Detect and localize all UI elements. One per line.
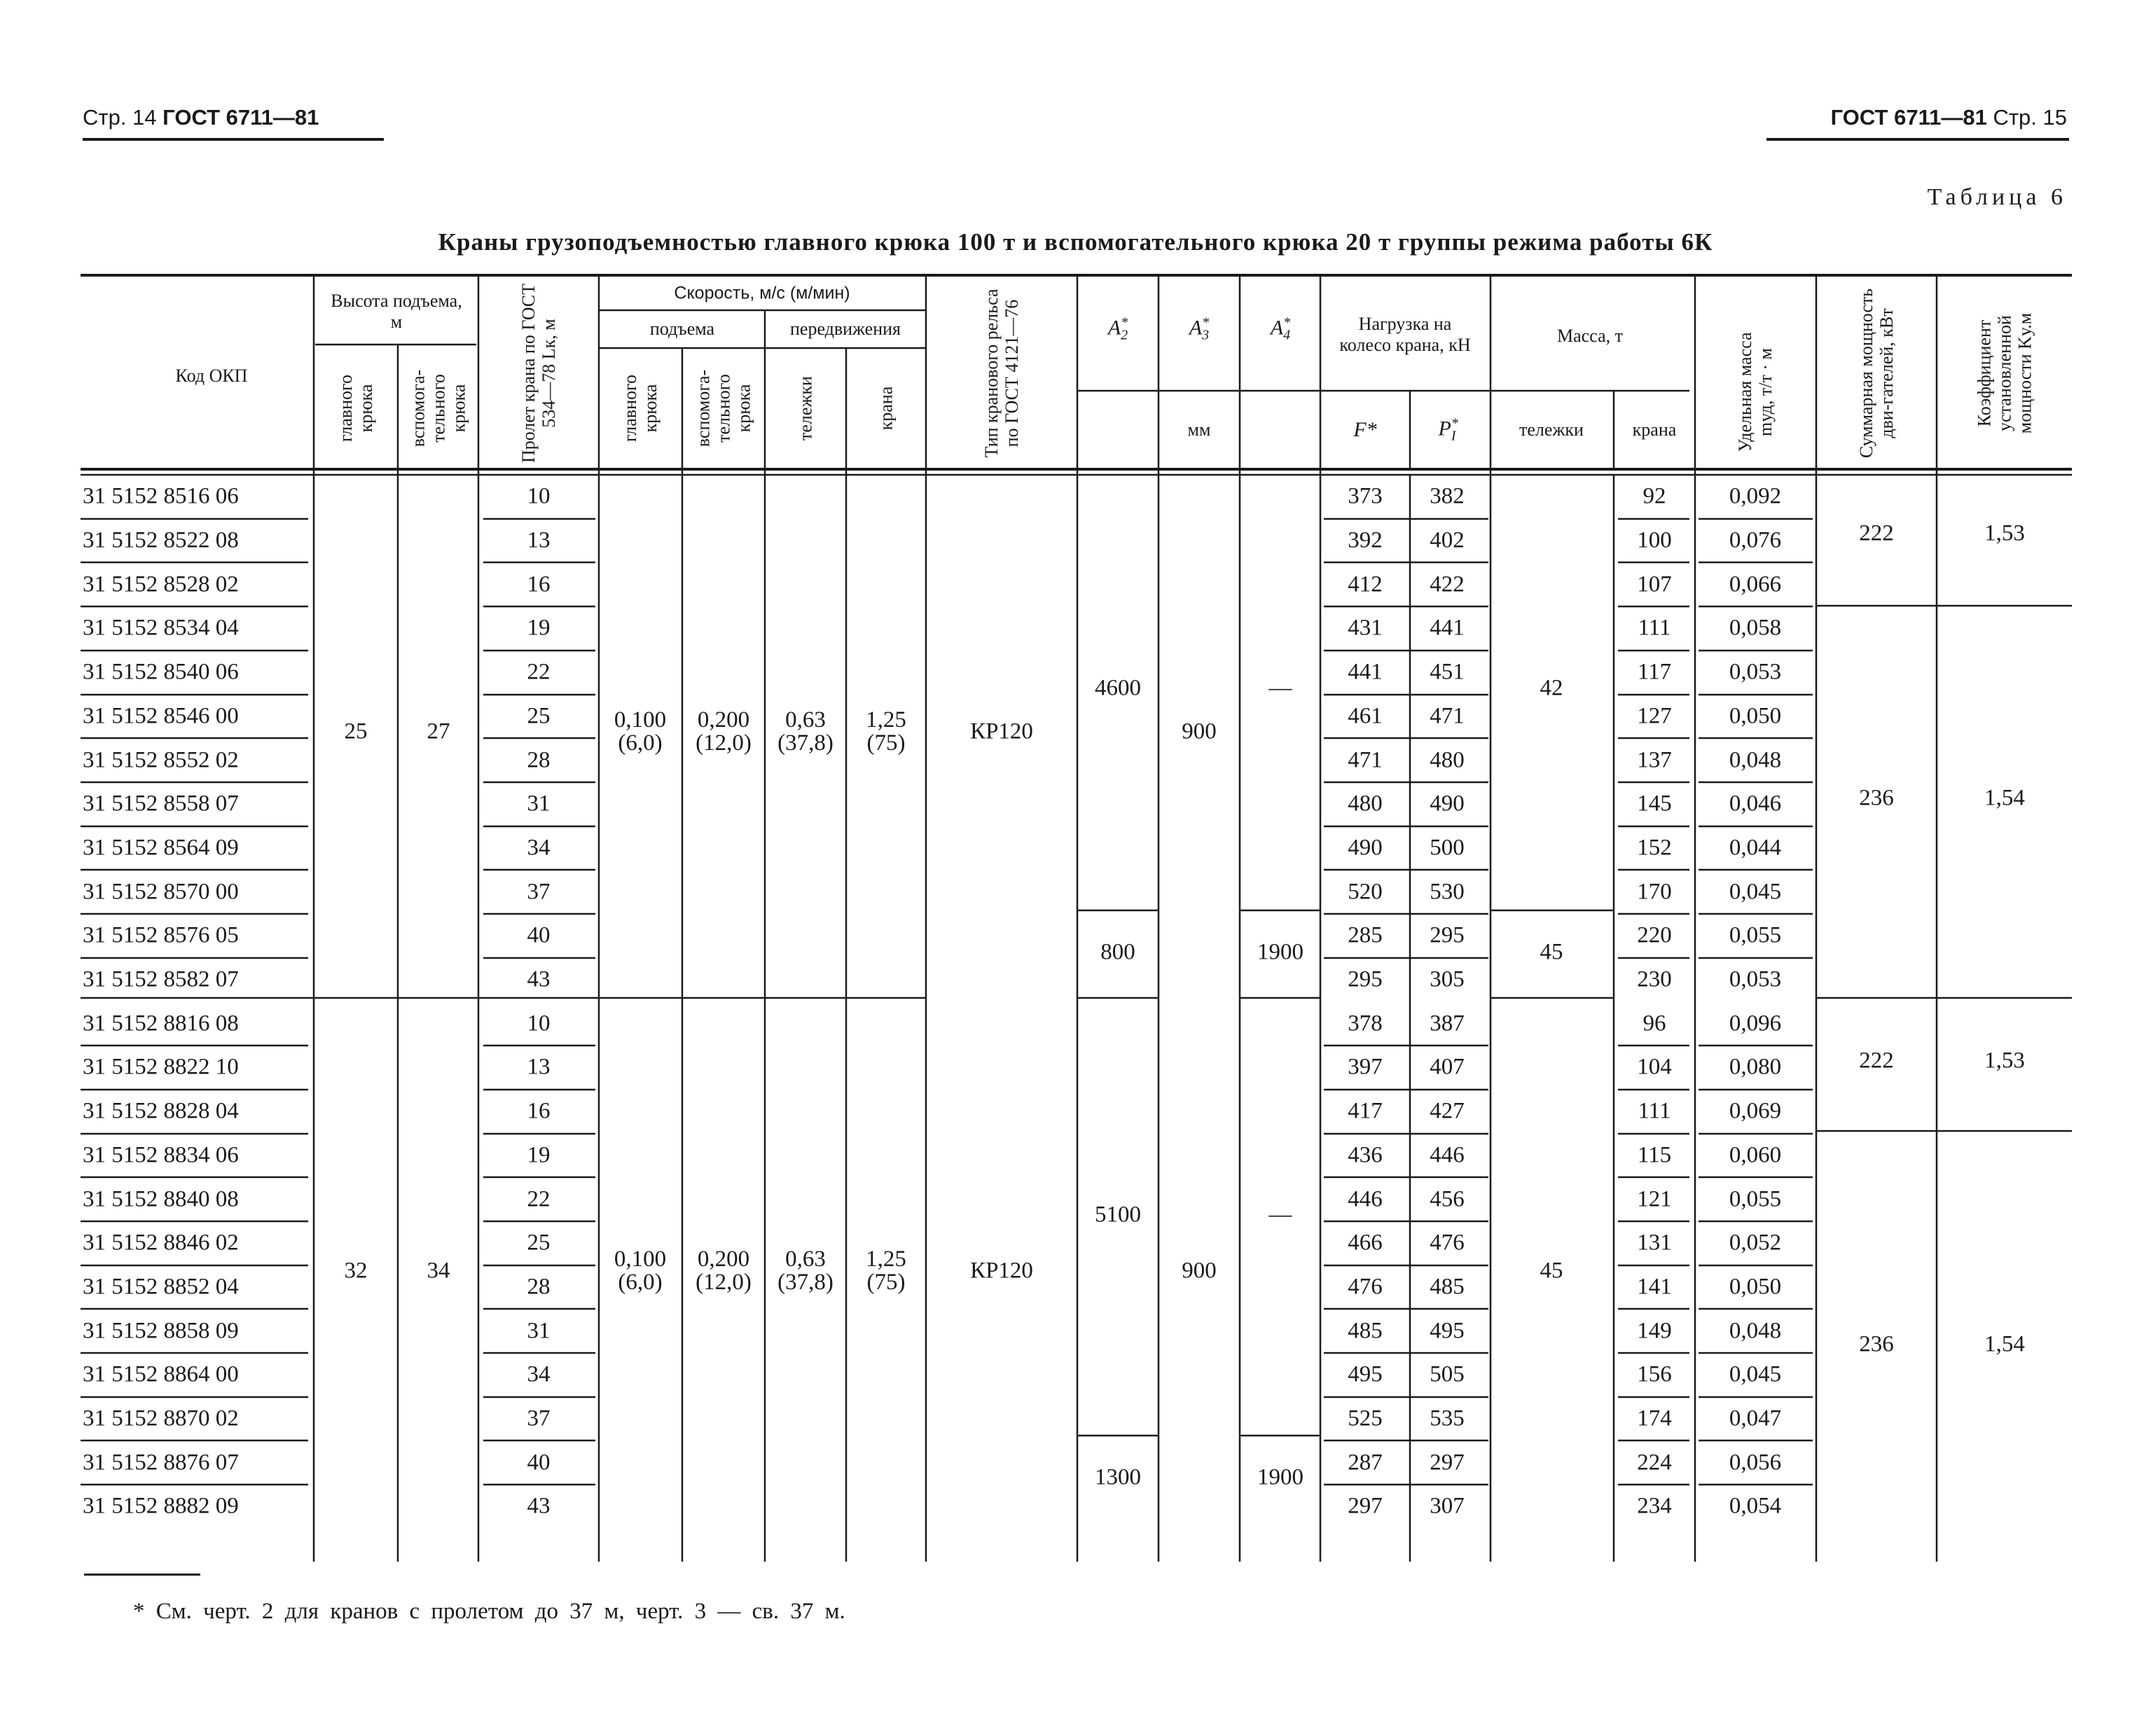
row-load-f: 476 (1348, 1274, 1383, 1300)
group1-a4-a: — (1268, 675, 1292, 701)
row-code: 31 5152 8858 09 (83, 1318, 239, 1344)
row-spec-mass: 0,058 (1729, 615, 1782, 641)
row-span: 10 (527, 483, 551, 509)
group1-power-b: 236 (1859, 785, 1894, 811)
row-load-f: 295 (1348, 966, 1383, 992)
row-mass-crane: 115 (1637, 1142, 1672, 1168)
row-span: 28 (527, 1274, 551, 1300)
group2-height-aux: 34 (427, 1258, 450, 1284)
row-mass-crane: 111 (1638, 615, 1671, 641)
col-span-header: Пролет крана по ГОСТ 534—78 Lк, м (518, 283, 559, 464)
row-code: 31 5152 8528 02 (83, 571, 239, 597)
row-spec-mass: 0,092 (1729, 483, 1782, 509)
row-span: 40 (527, 922, 551, 948)
group2-power-a: 222 (1859, 1048, 1894, 1074)
group2-power-b: 236 (1859, 1331, 1894, 1357)
row-code: 31 5152 8540 06 (83, 659, 239, 685)
row-spec-mass: 0,052 (1729, 1230, 1782, 1256)
row-load-p: 295 (1430, 922, 1465, 948)
group1-lift-main: 0,100 (6,0) (614, 707, 667, 756)
standard-code-right: ГОСТ 6711—81 (1830, 105, 1987, 130)
row-spec-mass: 0,076 (1729, 527, 1782, 553)
row-code: 31 5152 8582 07 (83, 966, 239, 992)
group1-a4-b: 1900 (1257, 939, 1303, 965)
row-spec-mass: 0,053 (1729, 659, 1782, 685)
col-a2-header: $A_2^*$ (1107, 314, 1128, 343)
row-span: 10 (527, 1011, 551, 1036)
row-mass-crane: 152 (1637, 835, 1672, 861)
table-title: Краны грузоподъемностью главного крюка 100 т и вспомогательного крюка 20 т группы режима работы 6К (438, 228, 1713, 256)
footnote-rule (84, 1574, 200, 1576)
col-lift-main-header: главного крюка (619, 374, 660, 443)
col-load-p-header: $P^*_I$ (1438, 415, 1458, 444)
group1-mass-trolley-b: 45 (1540, 939, 1563, 965)
row-span: 31 (527, 791, 551, 817)
group2-lift-aux: 0,200 (12,0) (696, 1247, 752, 1295)
row-code: 31 5152 8882 09 (83, 1493, 239, 1519)
row-load-f: 480 (1348, 791, 1383, 817)
row-load-f: 287 (1348, 1450, 1383, 1475)
row-load-p: 382 (1430, 483, 1465, 509)
col-spec-mass-header: Удельная масса mуд, т/т · м (1734, 332, 1776, 452)
group1-rail: КР120 (970, 718, 1033, 744)
row-mass-crane: 111 (1638, 1098, 1671, 1124)
row-code: 31 5152 8840 08 (83, 1186, 239, 1212)
group2-a2-b: 1300 (1095, 1464, 1141, 1490)
row-load-p: 495 (1430, 1318, 1465, 1344)
group2-coef-a: 1,53 (1984, 1048, 2025, 1074)
row-load-f: 471 (1348, 747, 1383, 773)
row-code: 31 5152 8522 08 (83, 527, 239, 553)
row-load-f: 466 (1348, 1230, 1383, 1256)
row-load-f: 412 (1348, 571, 1383, 597)
footnote: * См. черт. 2 для кранов с пролетом до 37 м, черт. 3 — св. 37 м. (133, 1599, 845, 1624)
header-rule-right (1766, 138, 2069, 141)
group1-power-a: 222 (1859, 520, 1894, 546)
group1-a2-a: 4600 (1095, 675, 1141, 701)
row-spec-mass: 0,054 (1729, 1493, 1782, 1519)
row-span: 34 (527, 1361, 551, 1387)
row-span: 34 (527, 835, 551, 861)
row-spec-mass: 0,045 (1729, 879, 1782, 905)
row-spec-mass: 0,048 (1729, 1318, 1782, 1344)
group1-move-crane: 1,25 (75) (866, 707, 906, 756)
row-load-p: 471 (1430, 703, 1465, 729)
row-load-p: 422 (1430, 571, 1465, 597)
row-code: 31 5152 8846 02 (83, 1230, 239, 1256)
row-load-f: 436 (1348, 1142, 1383, 1168)
row-code: 31 5152 8876 07 (83, 1450, 239, 1475)
row-mass-crane: 156 (1637, 1361, 1672, 1387)
row-spec-mass: 0,050 (1729, 703, 1782, 729)
col-a3-header: $A_3^*$ (1189, 314, 1210, 343)
group2-rail: КР120 (970, 1258, 1033, 1284)
row-code: 31 5152 8558 07 (83, 791, 239, 817)
row-spec-mass: 0,047 (1729, 1405, 1782, 1431)
row-load-p: 476 (1430, 1230, 1465, 1256)
group1-move-trolley: 0,63 (37,8) (777, 707, 834, 756)
row-load-p: 402 (1430, 527, 1465, 553)
group2-a3: 900 (1182, 1258, 1217, 1284)
group2-move-trolley: 0,63 (37,8) (777, 1247, 834, 1295)
row-span: 25 (527, 1230, 551, 1256)
col-mm-header: мм (1187, 419, 1211, 440)
col-mass-crane-header: крана (1632, 419, 1677, 440)
row-load-f: 461 (1348, 703, 1383, 729)
row-load-p: 307 (1430, 1493, 1465, 1519)
row-load-p: 500 (1430, 835, 1465, 861)
row-mass-crane: 224 (1637, 1450, 1672, 1475)
row-mass-crane: 96 (1642, 1011, 1666, 1036)
row-load-p: 387 (1430, 1011, 1465, 1036)
group2-lift-main: 0,100 (6,0) (614, 1247, 667, 1295)
row-load-p: 407 (1430, 1054, 1465, 1080)
row-code: 31 5152 8570 00 (83, 879, 239, 905)
row-spec-mass: 0,050 (1729, 1274, 1782, 1300)
row-load-f: 520 (1348, 879, 1383, 905)
row-span: 40 (527, 1450, 551, 1475)
row-code: 31 5152 8822 10 (83, 1054, 239, 1080)
standard-code-left: ГОСТ 6711—81 (162, 105, 319, 130)
col-move-crane-header: крана (876, 386, 897, 431)
row-load-f: 373 (1348, 483, 1383, 509)
group1-mass-trolley-a: 42 (1540, 675, 1563, 701)
row-code: 31 5152 8534 04 (83, 615, 239, 641)
row-mass-crane: 121 (1637, 1186, 1672, 1212)
row-load-p: 446 (1430, 1142, 1465, 1168)
row-load-p: 490 (1430, 791, 1465, 817)
row-load-p: 505 (1430, 1361, 1465, 1387)
row-load-f: 441 (1348, 659, 1383, 685)
row-span: 19 (527, 1142, 551, 1168)
header-rule-left (83, 138, 384, 141)
row-spec-mass: 0,055 (1729, 1186, 1782, 1212)
group1-a2-b: 800 (1100, 939, 1135, 965)
row-span: 37 (527, 1405, 551, 1431)
col-height-group-header: Высота подъема, м (331, 291, 462, 332)
group2-mass-trolley: 45 (1540, 1258, 1563, 1284)
row-load-f: 490 (1348, 835, 1383, 861)
table-number: Таблица 6 (1927, 184, 2067, 210)
col-speed-group-header: Скорость, м/с (м/мин) (674, 283, 850, 303)
row-code: 31 5152 8564 09 (83, 835, 239, 861)
col-a4-header: $A_4^*$ (1270, 314, 1291, 343)
row-span: 19 (527, 615, 551, 641)
row-load-p: 297 (1430, 1450, 1465, 1475)
row-load-p: 480 (1430, 747, 1465, 773)
col-mass-trolley-header: тележки (1519, 419, 1584, 440)
row-load-p: 427 (1430, 1098, 1465, 1124)
row-span: 16 (527, 1098, 551, 1124)
col-coef-header: Коэффициент установленной мощности Kу.м (1974, 312, 2035, 434)
row-mass-crane: 117 (1637, 659, 1672, 685)
row-span: 13 (527, 1054, 551, 1080)
row-spec-mass: 0,055 (1729, 922, 1782, 948)
row-load-f: 378 (1348, 1011, 1383, 1036)
row-mass-crane: 92 (1642, 483, 1666, 509)
row-mass-crane: 141 (1637, 1274, 1672, 1300)
row-spec-mass: 0,048 (1729, 747, 1782, 773)
row-mass-crane: 174 (1637, 1405, 1672, 1431)
row-code: 31 5152 8834 06 (83, 1142, 239, 1168)
row-load-f: 285 (1348, 922, 1383, 948)
row-load-f: 417 (1348, 1098, 1383, 1124)
group1-coef-b: 1,54 (1984, 785, 2025, 811)
row-span: 43 (527, 1493, 551, 1519)
row-span: 37 (527, 879, 551, 905)
col-power-header: Суммарная мощность дви-гателей, кВт (1855, 288, 1897, 459)
row-spec-mass: 0,066 (1729, 571, 1782, 597)
row-span: 22 (527, 1186, 551, 1212)
row-span: 43 (527, 966, 551, 992)
row-load-f: 446 (1348, 1186, 1383, 1212)
row-code: 31 5152 8546 00 (83, 703, 239, 729)
page-header-right (1831, 105, 2067, 130)
row-load-p: 441 (1430, 615, 1465, 641)
row-mass-crane: 127 (1637, 703, 1672, 729)
row-mass-crane: 104 (1637, 1054, 1672, 1080)
row-mass-crane: 234 (1637, 1493, 1672, 1519)
row-spec-mass: 0,096 (1729, 1011, 1782, 1036)
page-header-left (83, 105, 319, 130)
row-code: 31 5152 8870 02 (83, 1405, 239, 1431)
row-load-p: 451 (1430, 659, 1465, 685)
row-load-p: 485 (1430, 1274, 1465, 1300)
row-mass-crane: 230 (1637, 966, 1672, 992)
row-code: 31 5152 8864 00 (83, 1361, 239, 1387)
row-mass-crane: 170 (1637, 879, 1672, 905)
row-mass-crane: 100 (1637, 527, 1672, 553)
row-code: 31 5152 8852 04 (83, 1274, 239, 1300)
page-number-right: Стр. 15 (1993, 105, 2067, 130)
row-mass-crane: 131 (1637, 1230, 1672, 1256)
row-span: 22 (527, 659, 551, 685)
row-load-p: 456 (1430, 1186, 1465, 1212)
row-spec-mass: 0,053 (1729, 966, 1782, 992)
group1-height-main: 25 (344, 718, 368, 744)
row-span: 13 (527, 527, 551, 553)
group1-coef-a: 1,53 (1984, 520, 2025, 546)
row-load-f: 485 (1348, 1318, 1383, 1344)
row-mass-crane: 149 (1637, 1318, 1672, 1344)
col-rail-header: Тип кранового рельса по ГОСТ 4121—76 (981, 289, 1022, 458)
row-mass-crane: 220 (1637, 922, 1672, 948)
row-spec-mass: 0,080 (1729, 1054, 1782, 1080)
row-span: 28 (527, 747, 551, 773)
col-lift-aux-header: вспомога-тельного крюка (693, 369, 754, 447)
row-mass-crane: 137 (1637, 747, 1672, 773)
row-span: 31 (527, 1318, 551, 1344)
col-load-f-header: F* (1353, 418, 1377, 441)
col-code-header: Код ОКП (175, 366, 248, 387)
group2-a4-a: — (1268, 1202, 1292, 1228)
col-mass-group-header: Масса, т (1557, 326, 1623, 347)
row-spec-mass: 0,045 (1729, 1361, 1782, 1387)
col-load-group-header: Нагрузка на колесо крана, кН (1339, 314, 1471, 355)
row-load-p: 530 (1430, 879, 1465, 905)
row-load-f: 431 (1348, 615, 1383, 641)
row-load-f: 392 (1348, 527, 1383, 553)
group1-a3: 900 (1182, 718, 1217, 744)
row-code: 31 5152 8516 06 (83, 483, 239, 509)
group1-height-aux: 27 (427, 718, 450, 744)
col-lift-group-header: подъема (649, 319, 715, 340)
col-move-trolley-header: тележки (795, 376, 816, 440)
row-load-f: 297 (1348, 1493, 1383, 1519)
row-spec-mass: 0,060 (1729, 1142, 1782, 1168)
group2-a4-b: 1900 (1257, 1464, 1303, 1490)
col-move-group-header: передвижения (789, 319, 901, 340)
group2-a2-a: 5100 (1095, 1202, 1141, 1228)
row-load-f: 525 (1348, 1405, 1383, 1431)
col-height-aux-header: вспомога-тельного крюка (408, 369, 469, 447)
group1-lift-aux: 0,200 (12,0) (696, 707, 752, 756)
row-spec-mass: 0,069 (1729, 1098, 1782, 1124)
row-load-p: 305 (1430, 966, 1465, 992)
col-height-main-header: главного крюка (335, 374, 376, 443)
group2-height-main: 32 (344, 1258, 368, 1284)
page-number-left: Стр. 14 (83, 105, 157, 130)
row-spec-mass: 0,046 (1729, 791, 1782, 817)
row-code: 31 5152 8828 04 (83, 1098, 239, 1124)
row-span: 25 (527, 703, 551, 729)
group2-move-crane: 1,25 (75) (866, 1247, 906, 1295)
group2-coef-b: 1,54 (1984, 1331, 2025, 1357)
row-span: 16 (527, 571, 551, 597)
row-load-f: 397 (1348, 1054, 1383, 1080)
row-load-f: 495 (1348, 1361, 1383, 1387)
row-mass-crane: 107 (1637, 571, 1672, 597)
row-code: 31 5152 8576 05 (83, 922, 239, 948)
row-spec-mass: 0,044 (1729, 835, 1782, 861)
row-code: 31 5152 8816 08 (83, 1011, 239, 1036)
row-load-p: 535 (1430, 1405, 1465, 1431)
row-mass-crane: 145 (1637, 791, 1672, 817)
row-code: 31 5152 8552 02 (83, 747, 239, 773)
row-spec-mass: 0,056 (1729, 1450, 1782, 1475)
